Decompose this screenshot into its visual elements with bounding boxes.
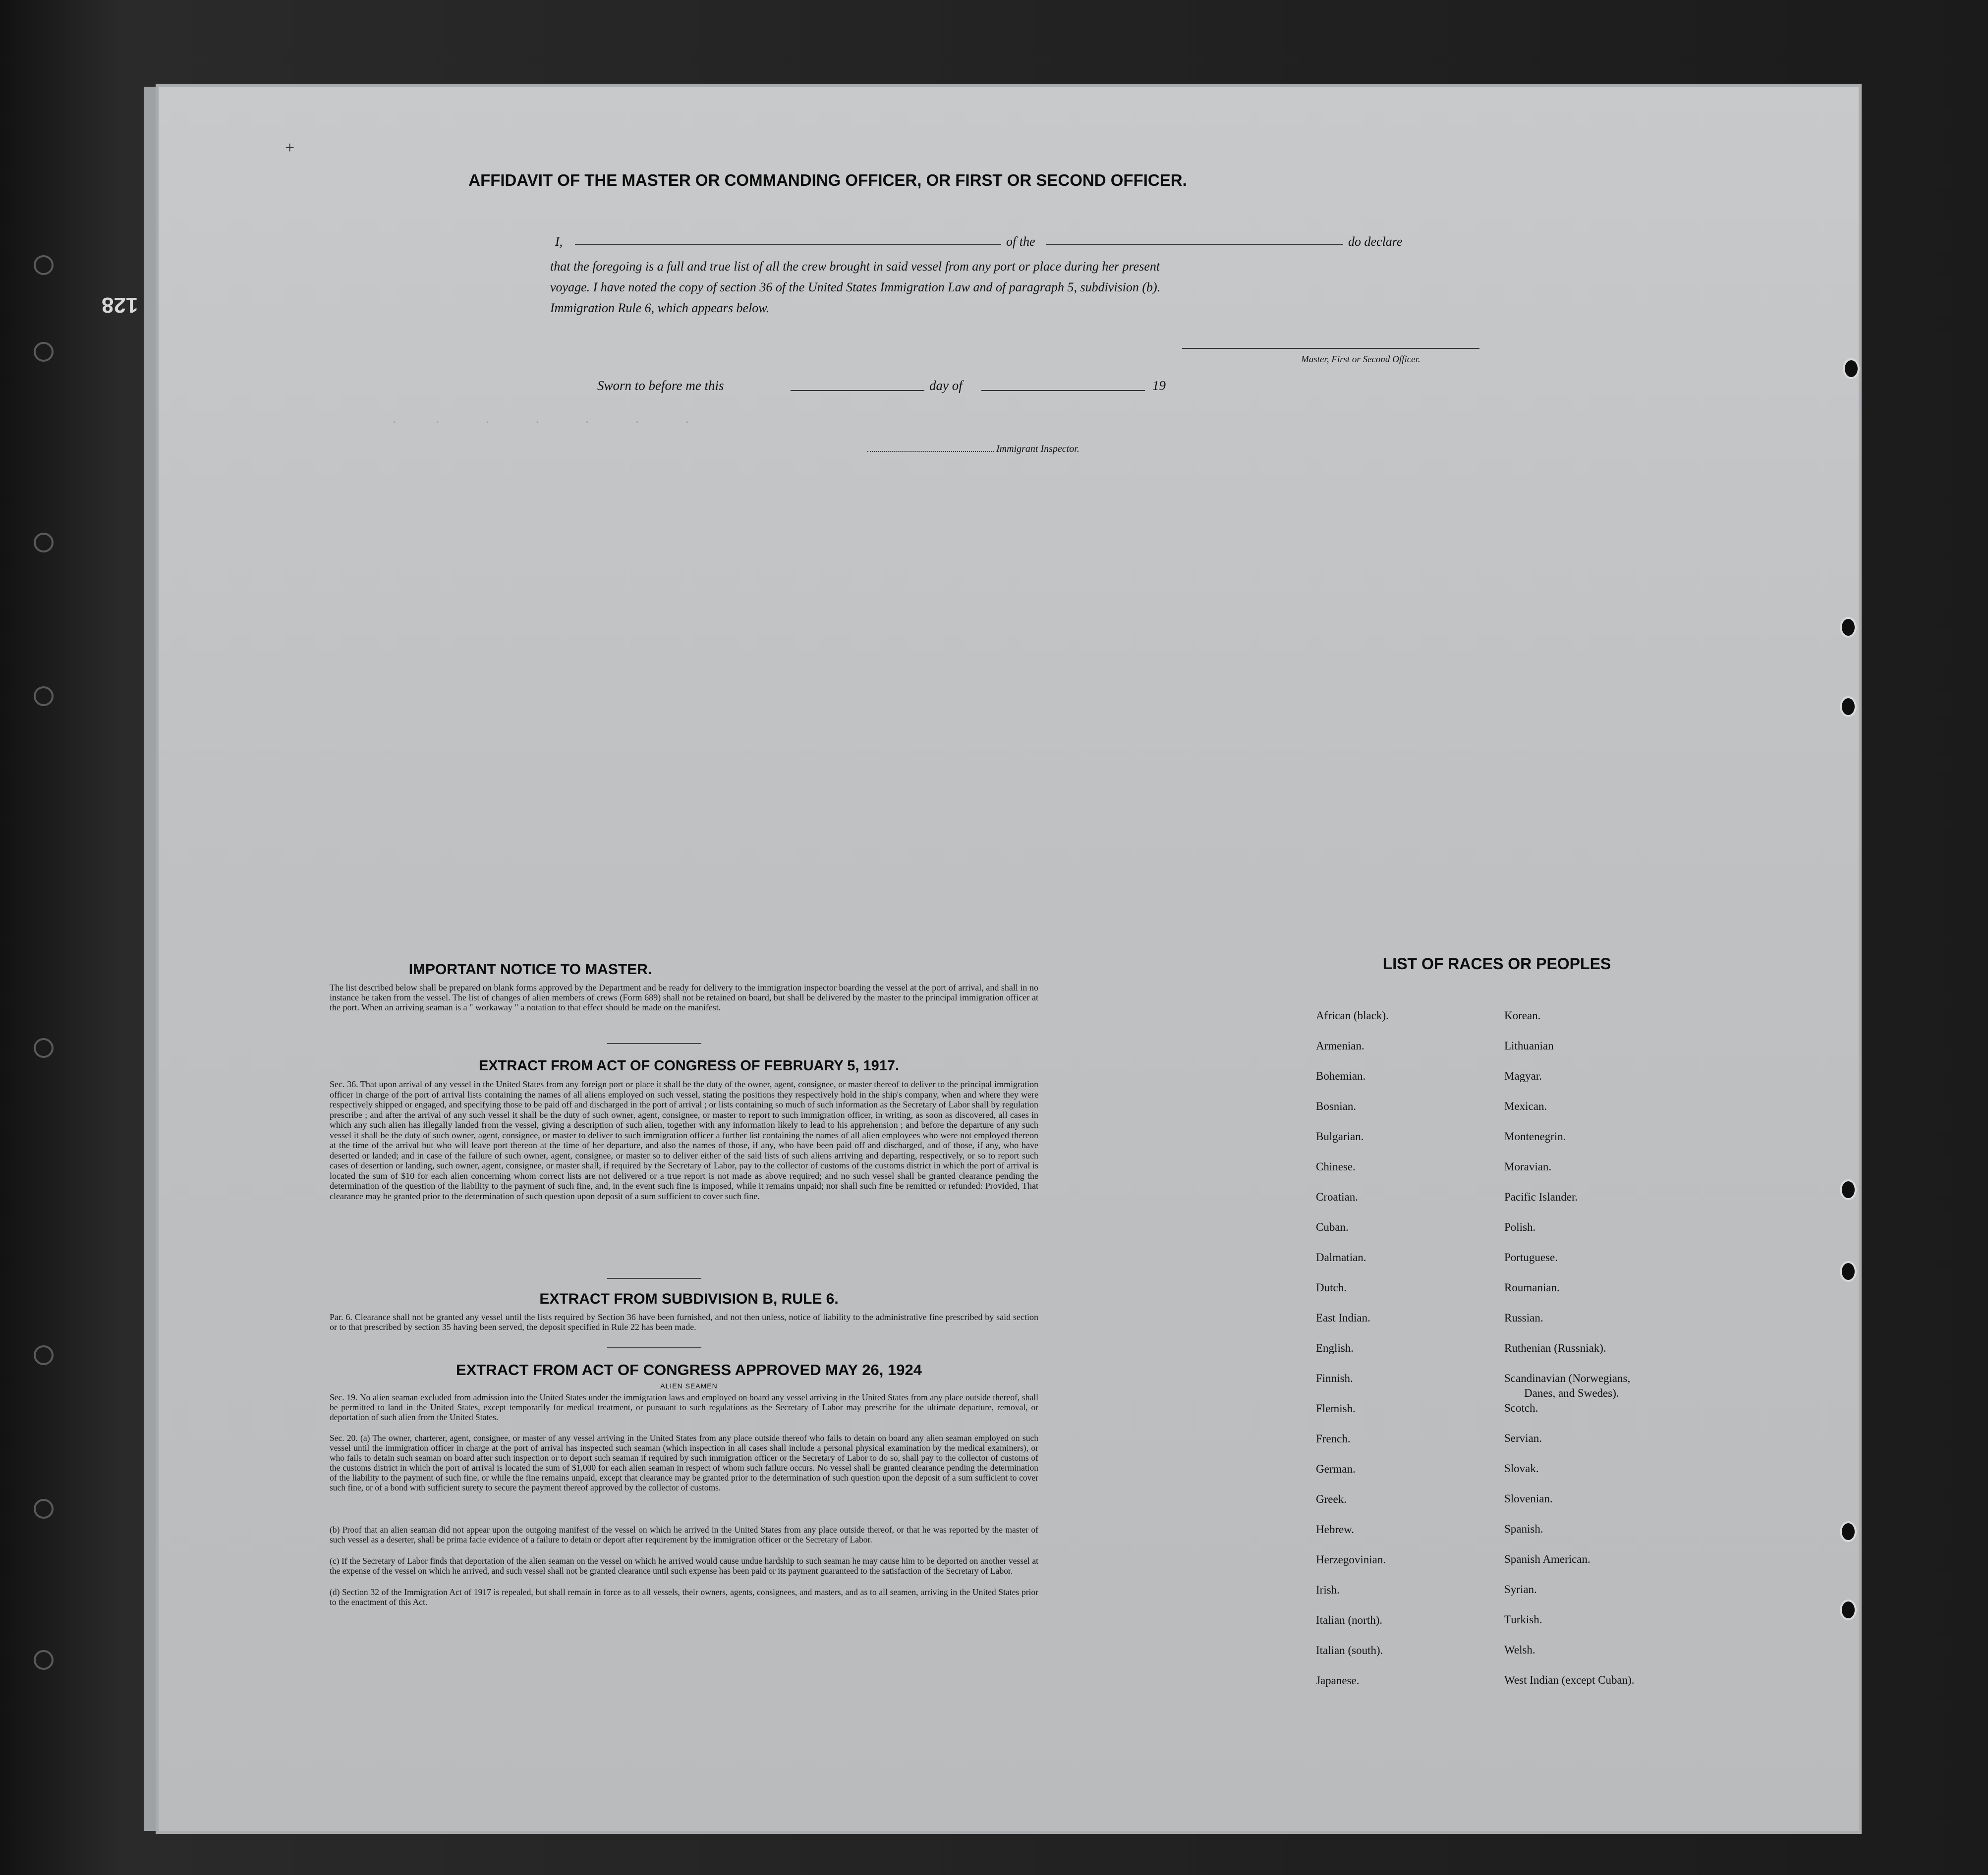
binder-hole [1840, 1179, 1857, 1200]
section-divider [607, 1278, 701, 1279]
binder-hole [1840, 1521, 1857, 1542]
race-item: Italian (south). [1316, 1644, 1383, 1656]
race-item-continuation: Danes, and Swedes). [1524, 1387, 1619, 1399]
section-divider [607, 1043, 701, 1044]
affidavit-line-2: that the foregoing is a full and true list of all the crew brought in said vessel from any port or place during her present [550, 259, 1160, 274]
name-blank-line [575, 244, 1001, 245]
extract-rule6-text: Par. 6. Clearance shall not be granted any vessel until the lists required by Section 36 have been furnished, and not then unless, notice of liability to the administrative fine prescribed by said section or to that prescribed by section 35 having been served, the deposit specified in Rule 22 has been made. [330, 1312, 1038, 1332]
race-item: Armenian. [1316, 1040, 1364, 1052]
race-item: Polish. [1504, 1221, 1536, 1233]
race-item: Portuguese. [1504, 1251, 1558, 1264]
race-item: German. [1316, 1463, 1356, 1475]
race-item: Spanish American. [1504, 1553, 1590, 1565]
binding-rivet [34, 1499, 54, 1519]
sworn-prefix: Sworn to before me this [597, 378, 724, 393]
binding-rivet [34, 1038, 54, 1058]
section-divider [607, 1347, 701, 1348]
sworn-day-of: day of [929, 378, 963, 393]
binding-rivet [34, 1345, 54, 1365]
affidavit-line-3: voyage. I have noted the copy of section 36 of the United States Immigration Law and of paragraph 5, subdivision (b). [550, 280, 1161, 294]
races-right-column [1504, 1008, 1712, 1703]
sworn-day-blank [791, 390, 924, 391]
affidavit-of-the: of the [1006, 234, 1035, 249]
binder-hole [1840, 1261, 1857, 1282]
binding-rivet [34, 255, 54, 275]
notice-text: The list described below shall be prepared on blank forms approved by the Department and be ready for delivery to the immigration inspector boarding the vessel at the port of arrival, and shall in no instance be taken from the vessel. The list of changes of alien members of crews (Form 689) shall not be retained on board, but shall be delivered by the master to the principal immigration officer at the port. When an arriving seaman is a " workaway " a notation to that effect should be made on the manifest. [330, 983, 1038, 1012]
sworn-month-blank [981, 390, 1145, 391]
race-item: Servian. [1504, 1432, 1542, 1444]
race-item: Irish. [1316, 1584, 1340, 1596]
race-item: Bosnian. [1316, 1100, 1357, 1112]
race-item: English. [1316, 1342, 1354, 1354]
race-item: Italian (north). [1316, 1614, 1383, 1626]
race-item: Chinese. [1316, 1160, 1356, 1173]
affidavit-i: I, [555, 234, 563, 249]
officer-signature-caption: Master, First or Second Officer. [1301, 354, 1420, 365]
race-item: Croatian. [1316, 1191, 1358, 1203]
race-item: Finnish. [1316, 1372, 1353, 1384]
paper-edge [149, 94, 160, 1823]
binder-hole [1840, 617, 1857, 638]
sec-19-text: Sec. 19. No alien seaman excluded from admission into the United States under the immigration laws and employed on board any vessel arriving in the United States from any place outside thereof, shall be permitted to land in the United States, except temporarily for medical treatment, or pursuant to such regulations as the Secretary of Labor may prescribe for the ultimate departure, removal, or deportation of such alien from the United States. [330, 1392, 1038, 1422]
binder-hole [1840, 696, 1857, 717]
race-item: Magyar. [1504, 1070, 1542, 1082]
officer-signature-line [1182, 348, 1479, 349]
sec-20c-text: (c) If the Secretary of Labor finds that deportation of the alien seaman on the vessel on which he arrived would cause undue hardship to such seaman he may cause him to be deported on another vessel at the expense of the vessel on which he arrived, and such vessel shall not be granted clearance until such expense has been paid or its payment guaranteed to the satisfaction of the Secretary of Labor. [330, 1556, 1038, 1576]
manifest-page [159, 87, 1859, 1831]
race-item: East Indian. [1316, 1312, 1370, 1324]
race-item: Dutch. [1316, 1281, 1347, 1294]
binder-hole [1843, 358, 1860, 379]
race-item: Hebrew. [1316, 1523, 1355, 1536]
race-item: Mexican. [1504, 1100, 1547, 1112]
race-item: Bulgarian. [1316, 1130, 1364, 1143]
inspector-caption: Immigrant Inspector. [996, 443, 1079, 454]
race-item: Slovak. [1504, 1462, 1539, 1475]
race-item: Scotch. [1504, 1402, 1538, 1414]
sec-20d-text: (d) Section 32 of the Immigration Act of 1917 is repealed, but shall remain in force as to all vessels, their owners, agents, consignees, and masters, and as to all seamen, arriving in the United States prior to the enactment of this Act. [330, 1587, 1038, 1607]
race-item: Flemish. [1316, 1402, 1356, 1415]
extract-rule6-heading: EXTRACT FROM SUBDIVISION B, RULE 6. [539, 1291, 839, 1307]
binding-rivet [34, 1650, 54, 1670]
race-item: Korean. [1504, 1009, 1541, 1022]
race-item: Herzegovinian. [1316, 1553, 1386, 1566]
extract-1917-text: Sec. 36. That upon arrival of any vessel in the United States from any foreign port or place it shall be the duty of the owner, agent, consignee, or master thereof to deliver to the principal immigration officer in charge of the port of arrival lists containing the names of all aliens employed on such vessel, stating the positions they respectively hold in the ship's company, when and where they were respectively shipped or engaged, and specifying those to be paid off and discharged in the port of arrival ; or lists containing so much of such information as the Secretary of Labor shall by regulation prescribe ; and after the arrival of any such vessel it shall be the duty of such owner, agent, consignee, or master to report to such immigration officer, in writing, as soon as discovered, all cases in which any such alien has illegally landed from the vessel, giving a description of such alien, together with any information likely to lead to his apprehension ; and before the departure of any such vessel it shall be the duty of such owner, agent, consignee, or master to deliver to such immigration officer a further list containing the names of all alien employees who were not employed thereon at the time of the arrival but who will leave port thereon at the time of her departure, and also the names of those, if any, who have been paid off and discharged, and of those, if any, who have deserted or landed; and in case of the failure of such owner, agent, consignee, or master so to deliver either of the said lists of such aliens arriving and departing, respectively, or so to report such cases of desertion or landing, such owner, agent, consignee, or master shall, if required by the Secretary of Labor, pay to the collector of customs of the customs district in which the port of arrival is located the sum of $10 for each alien concerning whom correct lists are not delivered or a true report is not made as above required; and no such vessel shall be granted clearance pending the determination of the question of the liability to the payment of such fine, and, in the event such fine is imposed, while it remains unpaid; nor shall such fine be remitted or refunded: Provided, That clearance may be granted prior to the determination of such question upon deposit of a sum sufficient to cover such fine. [330, 1079, 1038, 1201]
alien-seamen-subheading: ALIEN SEAMEN [660, 1382, 718, 1390]
race-item: Greek. [1316, 1493, 1347, 1505]
sec-20a-text: Sec. 20. (a) The owner, charterer, agent, consignee, or master of any vessel arriving in the United States from any place outside thereof who fails to detain on board any alien seaman employed on such vessel until the immigration officer in charge at the port of arrival has inspected such seaman (which inspection in all cases shall include a personal physical examination by the medical examiners), or who fails to detain such seaman on board after such inspection or to deport such seaman if required by such immigration officer or the Secretary of Labor to do so, shall pay to the collector of customs of the customs district in which the port of arrival is located the sum of $1,000 for each alien seaman in respect of whom such failure occurs. No vessel shall be granted clearance pending the determination of the liability to the payment of such fine, or while the fine remains unpaid, except that clearance may be granted prior to the determination of such question upon the deposit of a sum sufficient to cover such fine, or of a bond with sufficient surety to secure the payment thereof approved by the collector of customs. [330, 1433, 1038, 1492]
race-item: Spanish. [1504, 1523, 1543, 1535]
sworn-year-prefix: 19 [1152, 378, 1166, 393]
race-item: Bohemian. [1316, 1070, 1366, 1082]
extract-1924-heading: EXTRACT FROM ACT OF CONGRESS APPROVED MAY 26, 1924 [456, 1361, 922, 1379]
race-item: Welsh. [1504, 1644, 1535, 1656]
sec-20b-text: (b) Proof that an alien seaman did not appear upon the outgoing manifest of the vessel on which he arrived in the United States from any place outside thereof, or that he was reported by the master of such vessel as a deserter, shall be prima facie evidence of a failure to detain or deport after requirement by the immigration officer or the Secretary of Labor. [330, 1525, 1038, 1544]
race-item: African (black). [1316, 1009, 1389, 1022]
affidavit-do-declare: do declare [1348, 234, 1403, 249]
affidavit-heading: AFFIDAVIT OF THE MASTER OR COMMANDING OFFICER, OR FIRST OR SECOND OFFICER. [468, 171, 1187, 189]
races-left-column [1316, 1008, 1494, 1704]
extract-1917-heading: EXTRACT FROM ACT OF CONGRESS OF FEBRUARY 5, 1917. [478, 1058, 900, 1074]
page-number: 128 [102, 293, 138, 317]
race-item: Cuban. [1316, 1221, 1349, 1233]
show-through-text: . . . . . . . [377, 414, 691, 427]
race-item: French. [1316, 1433, 1351, 1445]
race-item: Montenegrin. [1504, 1130, 1566, 1143]
races-heading: LIST OF RACES OR PEOPLES [1382, 955, 1611, 973]
race-item: Russian. [1504, 1312, 1543, 1324]
margin-mark: + [285, 139, 295, 157]
race-item: Japanese. [1316, 1674, 1360, 1687]
affidavit-line-4: Immigration Rule 6, which appears below. [550, 301, 770, 315]
notice-heading: IMPORTANT NOTICE TO MASTER. [408, 961, 652, 978]
race-item: Syrian. [1504, 1583, 1537, 1596]
race-item: Slovenian. [1504, 1492, 1553, 1505]
binding-rivet [34, 686, 54, 706]
race-item: Scandinavian (Norwegians, [1504, 1372, 1631, 1384]
race-item: Roumanian. [1504, 1281, 1560, 1294]
inspector-signature-line [867, 451, 994, 452]
binder-hole [1840, 1599, 1857, 1620]
binding-rivet [34, 342, 54, 362]
race-item: Pacific Islander. [1504, 1191, 1578, 1203]
race-item: Lithuanian [1504, 1040, 1554, 1052]
race-item: Ruthenian (Russniak). [1504, 1342, 1606, 1354]
race-item: Turkish. [1504, 1613, 1542, 1626]
race-item: West Indian (except Cuban). [1504, 1674, 1635, 1686]
vessel-blank-line [1046, 244, 1343, 245]
race-item: Moravian. [1504, 1160, 1552, 1173]
race-item: Dalmatian. [1316, 1251, 1366, 1264]
binding-rivet [34, 533, 54, 552]
